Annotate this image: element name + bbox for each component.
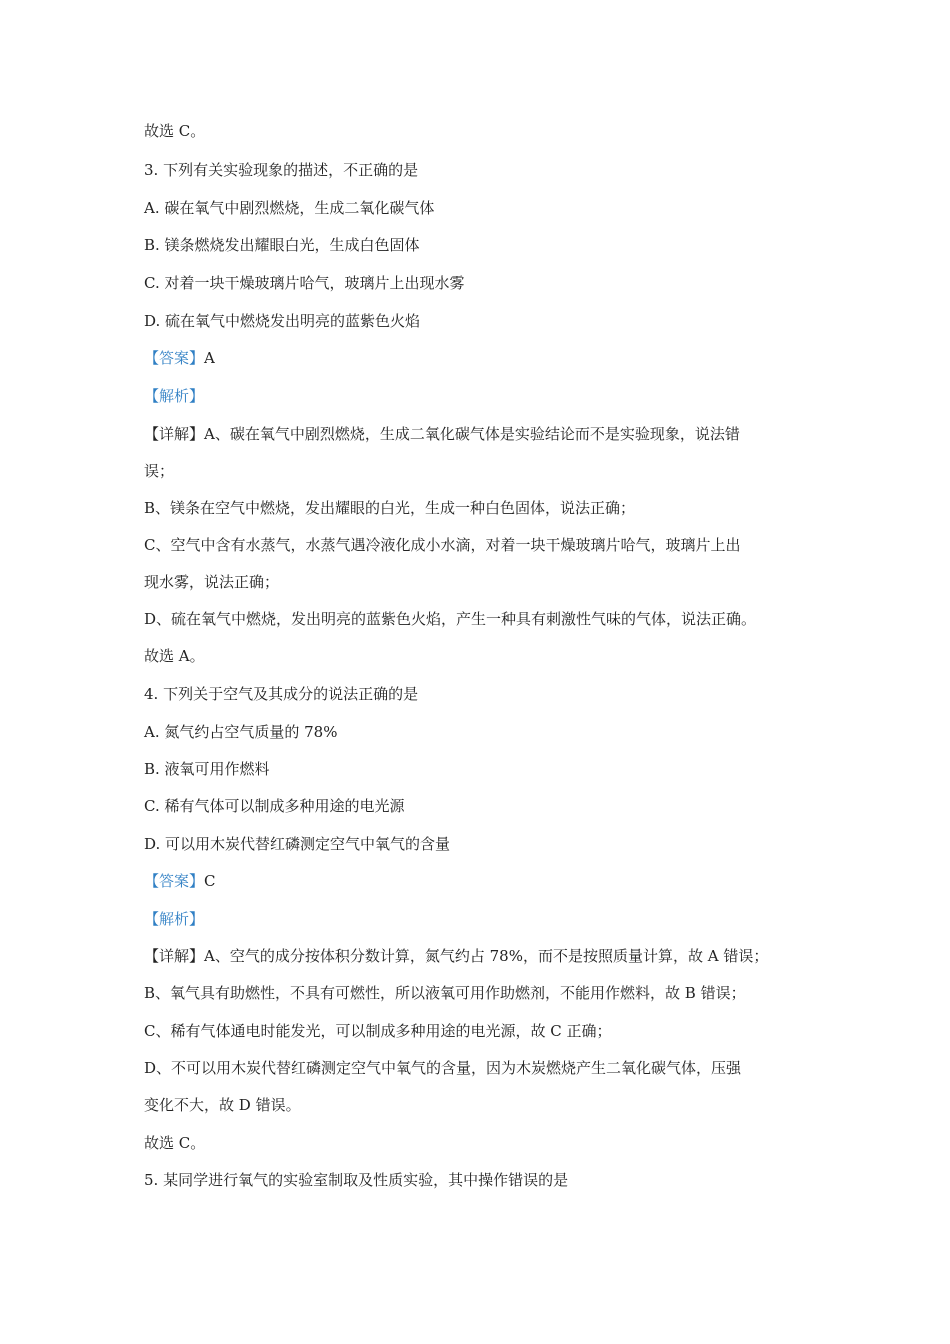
line-text: C、空气中含有水蒸气，水蒸气遇冷液化成小水滴，对着一块干燥玻璃片哈气，玻璃片上出: [144, 536, 741, 554]
text-line: [144, 646, 205, 666]
text-line: [144, 609, 756, 629]
line-text: 【详解】A、碳在氧气中剧烈燃烧，生成二氧化碳气体是实验结论而不是实验现象，说法错: [144, 425, 740, 443]
line-text: D、不可以用木炭代替红磷测定空气中氧气的含量，因为木炭燃烧产生二氧化碳气体，压强: [144, 1059, 742, 1077]
text-line: [144, 348, 215, 368]
line-text: B、镁条在空气中燃烧，发出耀眼的白光，生成一种白色固体，说法正确；: [144, 499, 636, 517]
line-text: 现水雾，说法正确；: [144, 573, 280, 591]
line-text: B. 液氧可用作燃料: [144, 760, 270, 778]
text-line: [144, 235, 420, 255]
section-tag: 【解析】: [144, 387, 205, 405]
line-text: 故选 C。: [144, 1134, 206, 1152]
line-text: 3. 下列有关实验现象的描述，不正确的是: [144, 161, 419, 179]
text-line: [144, 198, 434, 218]
line-text: C. 对着一块干燥玻璃片哈气，玻璃片上出现水雾: [144, 274, 465, 292]
line-text: A: [204, 349, 215, 367]
line-text: D. 硫在氧气中燃烧发出明亮的蓝紫色火焰: [144, 312, 421, 330]
line-text: B、氧气具有助燃性，不具有可燃性，所以液氧可用作助燃剂，不能用作燃料，故 B 错误；: [144, 984, 746, 1002]
section-tag: 【答案】: [144, 872, 205, 890]
text-line: [144, 273, 464, 293]
text-line: [144, 535, 740, 555]
line-text: 变化不大，故 D 错误。: [144, 1096, 301, 1114]
text-line: [144, 1058, 741, 1078]
text-line: [144, 871, 216, 891]
line-text: 5. 某同学进行氧气的实验室制取及性质实验，其中操作错误的是: [144, 1171, 569, 1189]
line-text: A. 氮气约占空气质量的 78%: [144, 723, 338, 741]
text-line: [144, 796, 404, 816]
line-text: 故选 C。: [144, 122, 206, 140]
line-text: C. 稀有气体可以制成多种用途的电光源: [144, 797, 405, 815]
line-text: 误；: [144, 462, 175, 480]
text-line: [144, 498, 635, 518]
section-tag: 【答案】: [144, 349, 205, 367]
section-tag: 【解析】: [144, 910, 205, 928]
line-text: 4. 下列关于空气及其成分的说法正确的是: [144, 685, 419, 703]
text-line: [144, 424, 740, 444]
line-text: C: [204, 872, 216, 890]
text-line: [144, 1021, 612, 1041]
text-line: [144, 572, 279, 592]
text-line: [144, 722, 337, 742]
line-text: 故选 A。: [144, 647, 205, 665]
text-line: [144, 160, 418, 180]
text-line: [144, 1095, 301, 1115]
text-line: [144, 386, 204, 406]
text-line: [144, 983, 746, 1003]
text-line: [144, 946, 768, 966]
text-line: [144, 1133, 205, 1153]
text-line: [144, 684, 418, 704]
line-text: B. 镁条燃烧发出耀眼白光，生成白色固体: [144, 236, 420, 254]
text-line: [144, 1170, 568, 1190]
text-line: [144, 121, 205, 141]
text-line: [144, 311, 420, 331]
text-line: [144, 909, 204, 929]
line-text: A. 碳在氧气中剧烈燃烧，生成二氧化碳气体: [144, 199, 435, 217]
line-text: 【详解】A、空气的成分按体积分数计算，氮气约占 78%，而不是按照质量计算，故 A 错误；: [144, 947, 769, 965]
text-line: [144, 461, 174, 481]
line-text: C、稀有气体通电时能发光，可以制成多种用途的电光源，故 C 正确；: [144, 1022, 612, 1040]
line-text: D、硫在氧气中燃烧，发出明亮的蓝紫色火焰，产生一种具有刺激性气味的气体，说法正确。: [144, 610, 757, 628]
line-text: D. 可以用木炭代替红磷测定空气中氧气的含量: [144, 835, 451, 853]
text-line: [144, 759, 270, 779]
text-line: [144, 834, 450, 854]
